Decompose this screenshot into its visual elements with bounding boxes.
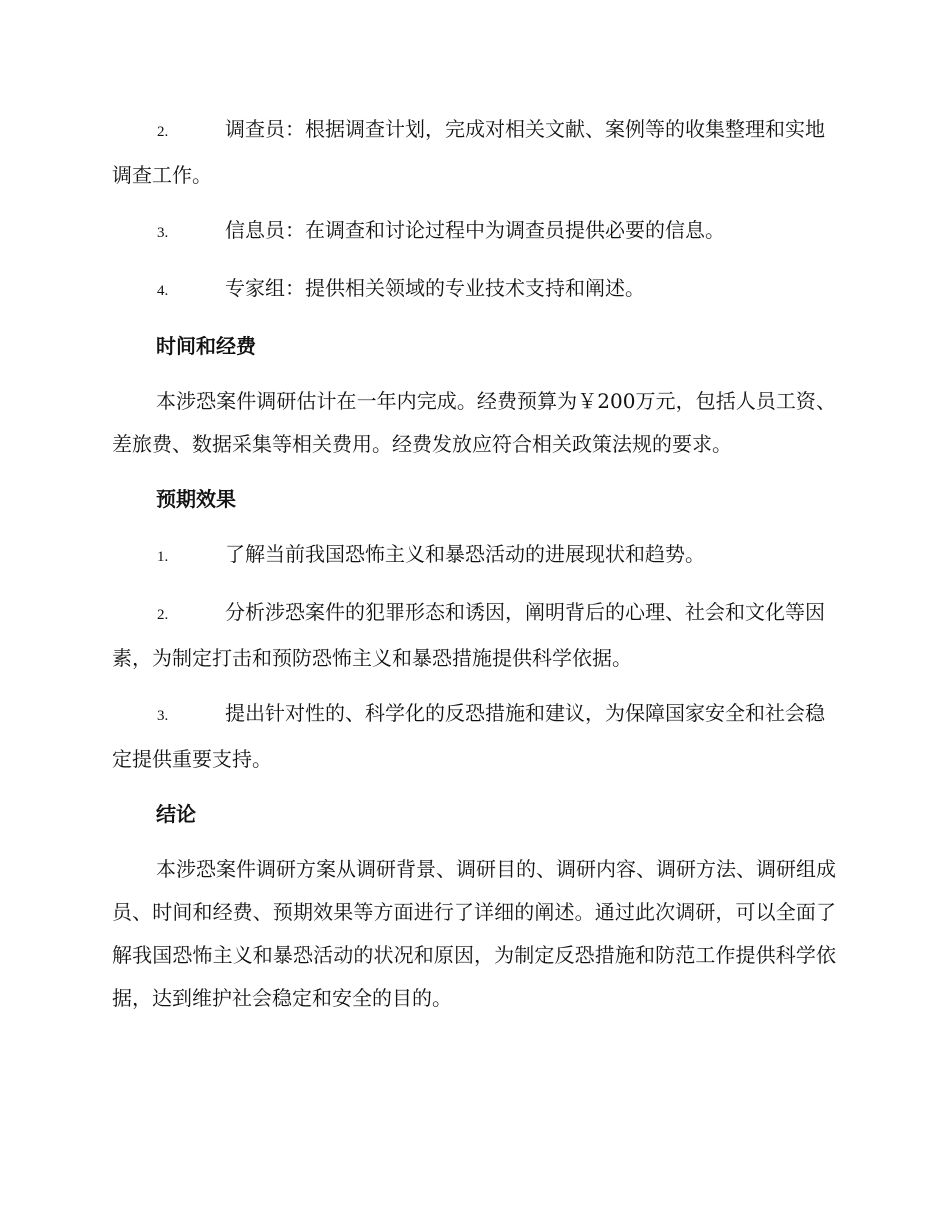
list-number: 4. [157, 283, 169, 299]
list-text: 信息员：在调查和讨论过程中为调查员提供必要的信息。 [225, 218, 725, 242]
effect-item-2 [112, 591, 836, 680]
section-heading-conclusion: 结论 [156, 802, 196, 826]
list-number: 2. [157, 607, 169, 623]
list-number: 3. [157, 708, 169, 724]
list-text: 提出针对性的、科学化的反恐措施和建议，为保障国家安全和社会稳定提供重要支持。 [112, 701, 825, 771]
role-item-informant [112, 209, 836, 255]
paragraph-time-budget: 本涉恐案件调研估计在一年内完成。经费预算为￥200万元，包括人员工资、差旅费、数据采集等相关费用。经费发放应符合相关政策法规的要求。 [112, 389, 836, 456]
document-page [112, 108, 836, 1032]
list-text: 专家组：提供相关领域的专业技术支持和阐述。 [225, 276, 645, 300]
effect-item-1 [112, 533, 836, 579]
section-heading-expected-effects: 预期效果 [156, 487, 236, 511]
list-text: 调查员：根据调查计划，完成对相关文献、案例等的收集整理和实地调查工作。 [112, 117, 825, 187]
list-number: 2. [157, 124, 169, 140]
paragraph-conclusion: 本涉恐案件调研方案从调研背景、调研目的、调研内容、调研方法、调研组成员、时间和经费、预期效果等方面进行了详细的阐述。通过此次调研，可以全面了解我国恐怖主义和暴恐活动的状况和原因，为制定反恐措施和防范工作提供科学依据，达到维护社会稳定和安全的目的。 [112, 857, 836, 1010]
list-number: 3. [157, 225, 169, 241]
section-heading-time-budget: 时间和经费 [156, 334, 256, 358]
role-item-investigator [112, 108, 836, 197]
list-text: 分析涉恐案件的犯罪形态和诱因，阐明背后的心理、社会和文化等因素，为制定打击和预防恐怖主义和暴恐措施提供科学依据。 [112, 600, 825, 670]
list-text: 了解当前我国恐怖主义和暴恐活动的进展现状和趋势。 [225, 542, 705, 566]
role-item-expert-group [112, 267, 836, 313]
list-number: 1. [157, 549, 169, 565]
effect-item-3 [112, 692, 836, 781]
